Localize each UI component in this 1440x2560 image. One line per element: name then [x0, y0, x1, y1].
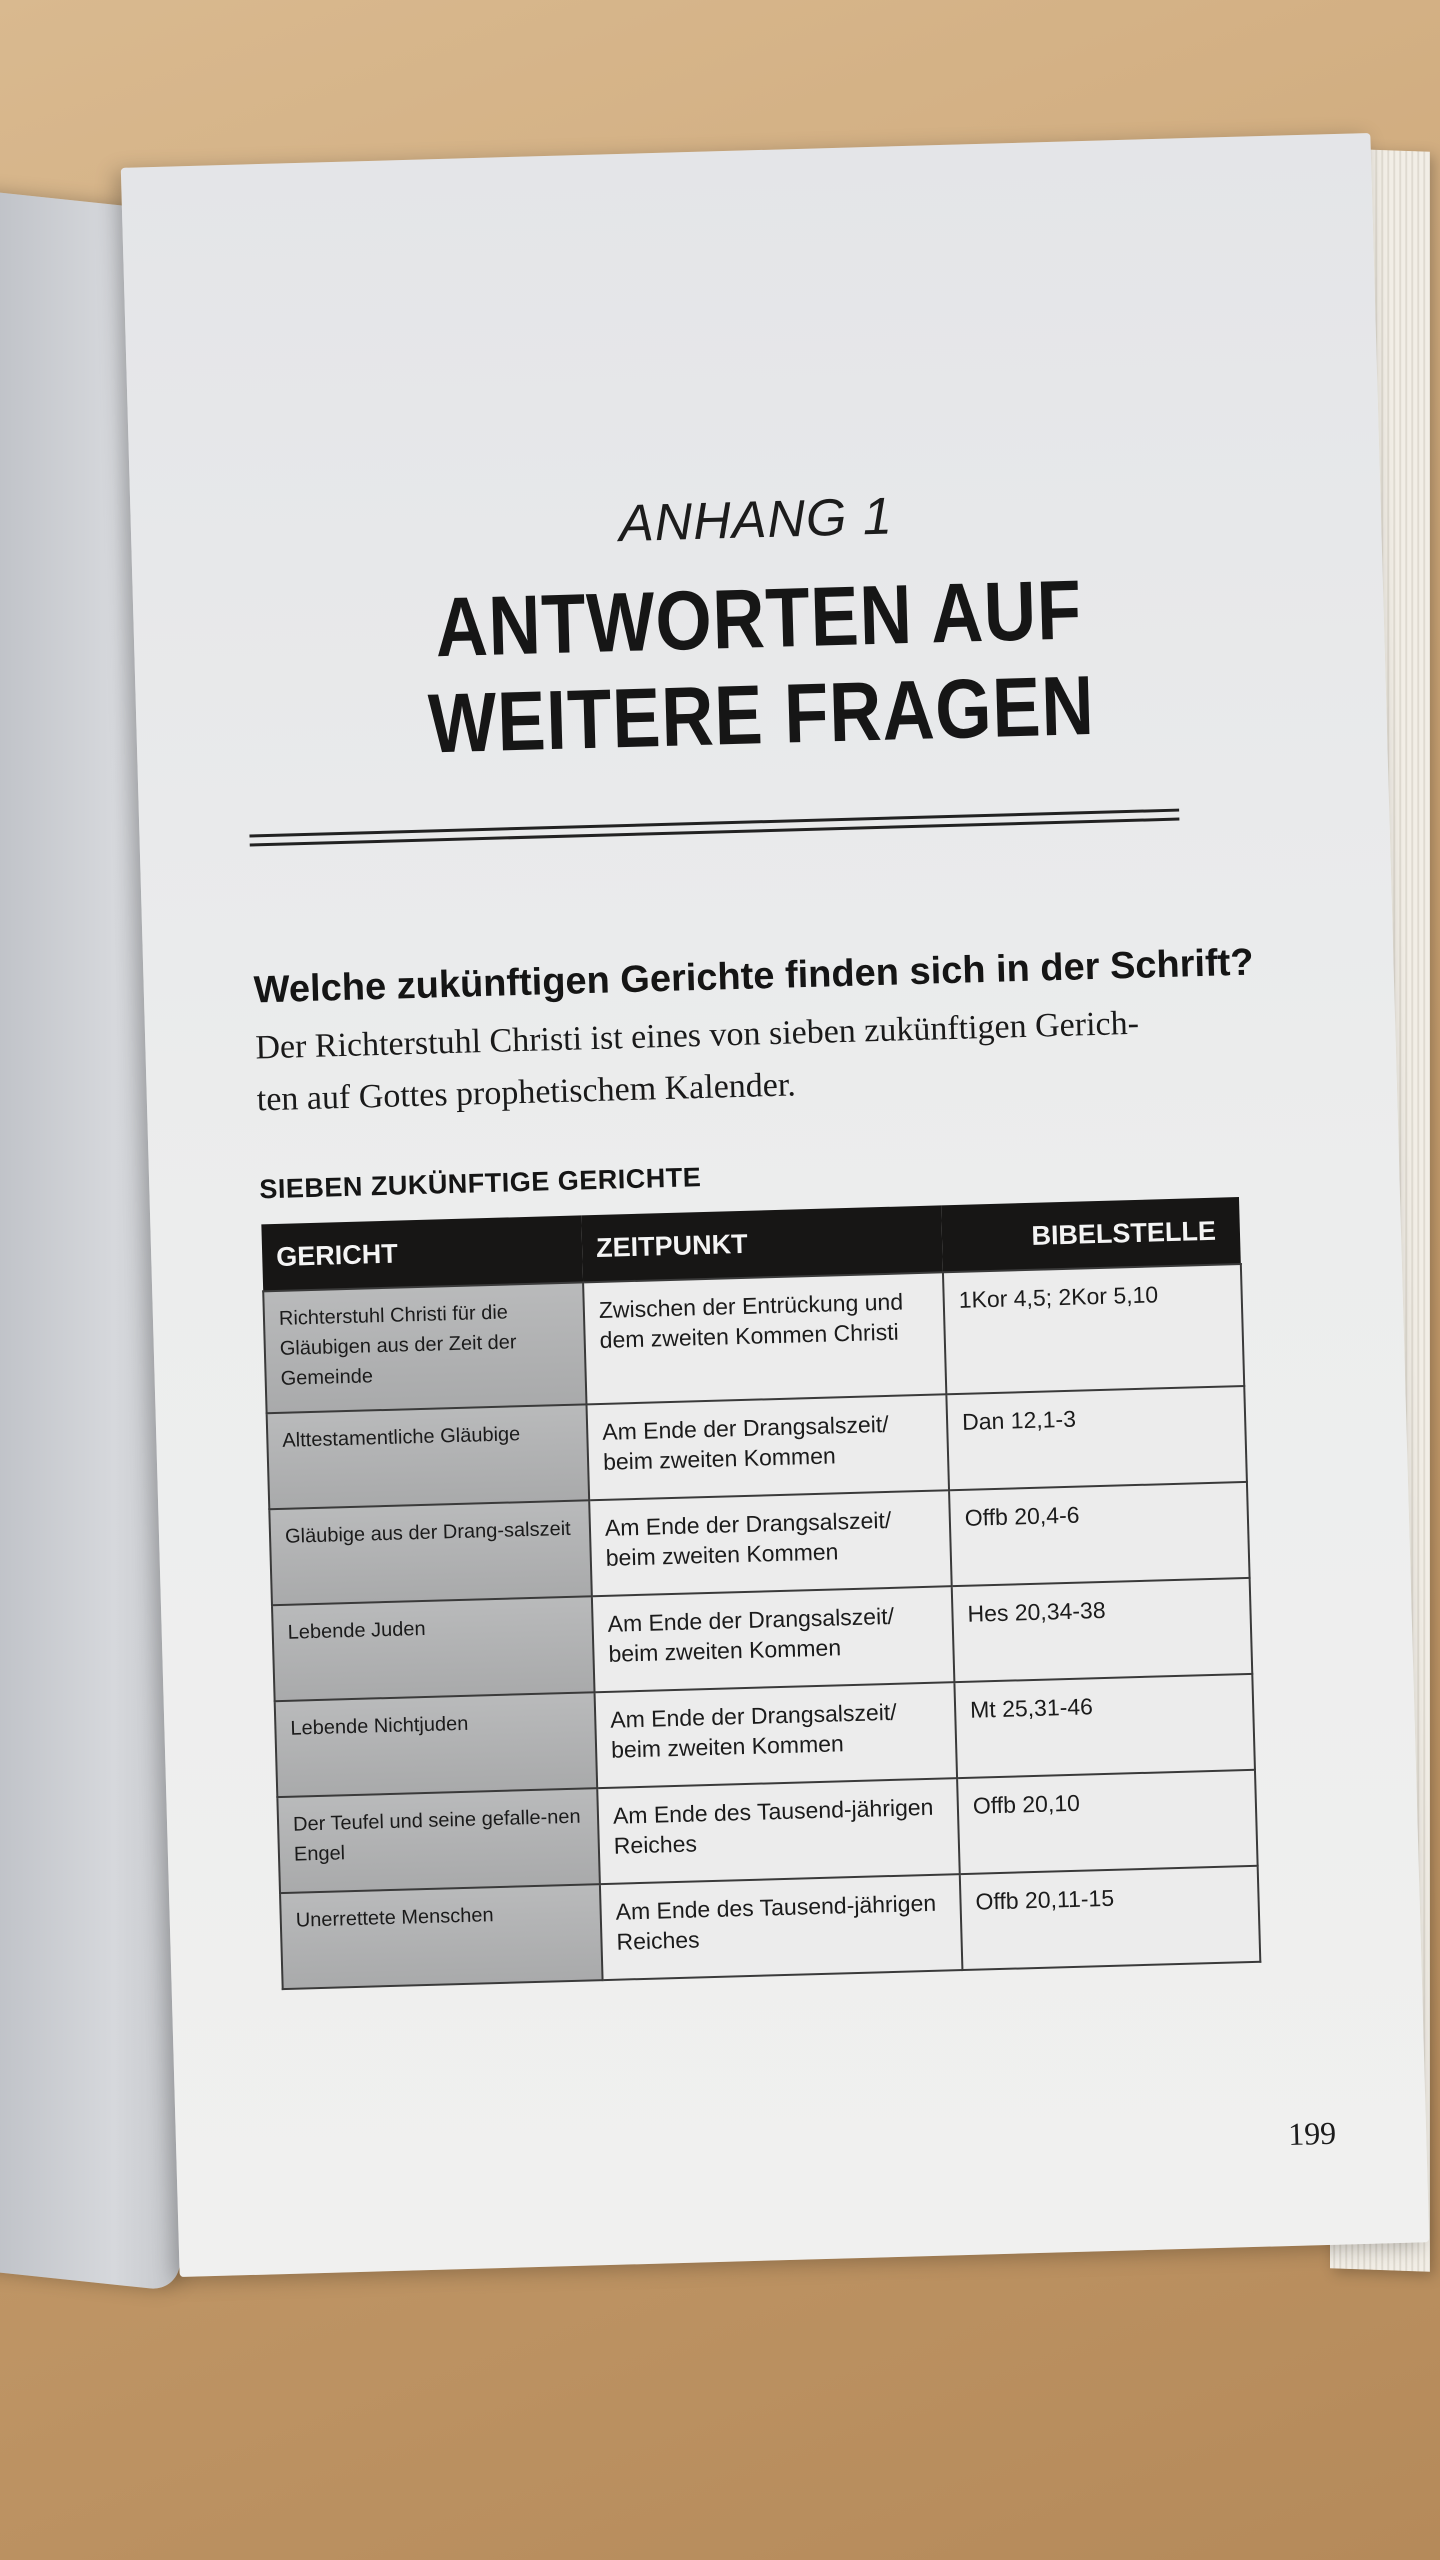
cell-zeitpunkt: Zwischen der Entrückung und dem zweiten Kommen Christi	[583, 1272, 946, 1404]
cell-gericht: Richterstuhl Christi für die Gläubigen aus der Zeit der Gemeinde	[263, 1282, 586, 1413]
cell-bibelstelle: 1Kor 4,5; 2Kor 5,10	[943, 1264, 1244, 1394]
table-caption: SIEBEN ZUKÜNFTIGE GERICHTE	[258, 1162, 702, 1205]
page-number: 199	[1287, 2114, 1337, 2153]
answer-paragraph	[255, 996, 1218, 1127]
cell-zeitpunkt: Am Ende des Tausend-jährigen Reiches	[597, 1778, 960, 1884]
cell-gericht: Gläubige aus der Drang-salszeit	[269, 1500, 592, 1605]
chapter-title-line-2: WEITERE FRAGEN	[426, 657, 1096, 771]
cell-gericht: Lebende Juden	[272, 1596, 595, 1701]
answer-line-2: ten auf Gottes prophetischem Kalender.	[256, 1066, 797, 1119]
title-divider	[249, 809, 1179, 847]
cell-bibelstelle: Offb 20,11-15	[960, 1866, 1261, 1970]
header-gericht: GERICHT	[261, 1215, 583, 1291]
cell-bibelstelle: Mt 25,31-46	[954, 1674, 1255, 1778]
cell-gericht: Lebende Nichtjuden	[275, 1692, 598, 1797]
header-zeitpunkt: ZEITPUNKT	[581, 1205, 943, 1282]
cell-bibelstelle: Offb 20,4-6	[949, 1482, 1250, 1586]
cell-zeitpunkt: Am Ende der Drangsalszeit/ beim zweiten Kommen	[586, 1394, 949, 1500]
cell-zeitpunkt: Am Ende der Drangsalszeit/ beim zweiten Kommen	[595, 1682, 958, 1788]
cell-bibelstelle: Dan 12,1-3	[946, 1386, 1247, 1490]
chapter-title-line-1: ANTWORTEN AUF	[434, 562, 1084, 675]
cell-gericht: Alttestamentliche Gläubige	[267, 1404, 590, 1509]
appendix-label: ANHANG 1	[618, 487, 894, 554]
cell-bibelstelle: Hes 20,34-38	[952, 1578, 1253, 1682]
cell-zeitpunkt: Am Ende der Drangsalszeit/ beim zweiten Kommen	[592, 1586, 955, 1692]
chapter-title	[220, 555, 1300, 777]
cell-gericht: Unerrettete Menschen	[280, 1884, 603, 1989]
cell-zeitpunkt: Am Ende des Tausend-jährigen Reiches	[600, 1874, 963, 1980]
book-page	[121, 133, 1429, 2277]
cell-bibelstelle: Offb 20,10	[957, 1770, 1258, 1874]
question-heading: Welche zukünftigen Gerichte finden sich in der Schrift?	[253, 941, 1255, 1012]
judgments-table	[260, 1197, 1261, 1990]
cell-gericht: Der Teufel und seine gefalle-nen Engel	[277, 1788, 600, 1893]
cell-zeitpunkt: Am Ende der Drangsalszeit/ beim zweiten Kommen	[589, 1490, 952, 1596]
header-bibelstelle: BIBELSTELLE	[941, 1197, 1241, 1272]
answer-line-1: Der Richterstuhl Christi ist eines von sieben zukünftigen Gerich-	[254, 1004, 1140, 1067]
